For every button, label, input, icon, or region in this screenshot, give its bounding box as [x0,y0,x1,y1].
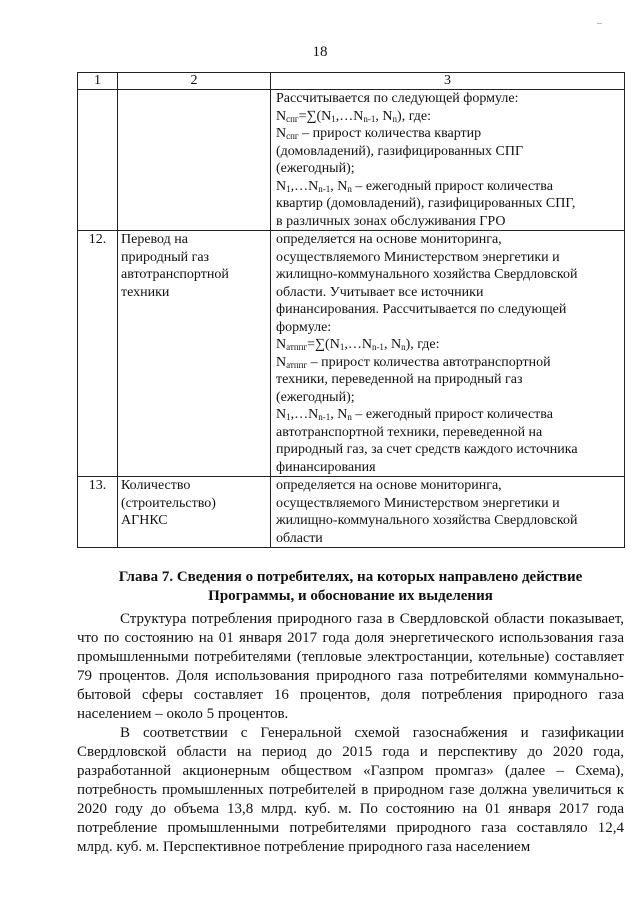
row-name-line: АГНКС [121,513,168,528]
description-line: области [276,530,323,546]
description-line: области. Учитывает все источники [276,284,484,300]
formula-line: $N_{спг}=\sum(N_1,\dots N_{n-1}$, $N_n$), где: [276,108,431,124]
header-cell-3: 3 [271,73,625,90]
description-line: Рассчитывается по следующей формуле: [276,91,519,106]
row-description-cell [271,231,625,477]
description-line: $N_{спг}$ – прирост количества квартир [276,126,482,141]
description-line: определяется на основе мониторинга, [276,478,502,493]
description-line: жилищно-коммунального хозяйства Свердловской [276,513,578,528]
row-name-cell [118,90,271,231]
description-line: финансирования. Рассчитывается по следующей [276,302,567,317]
row-name-cell [118,231,271,477]
description-line: (ежегодный); [276,161,355,176]
row-number-cell [78,90,118,231]
paragraph: Структура потребления природного газа в Свердловской области показывает, что по состоянию на 01 января 2017 года доля энергетического использования газа промышленными потребителями (тепловые электростанции, котельные) составляет 79 процентов. Доля использования природного газа потребителями коммунально-бытовой сферы составляет 16 процентов, доля потребления природного газа населением – около 5 процентов. [77,611,624,722]
row-description-cell [271,90,625,231]
body-text [77,610,624,857]
header-cell-2: 2 [118,73,271,90]
row-name-line: природный газ [121,249,210,265]
formula-line: $N_{атппг}=\sum(N_1,\dots N_{n-1}$, $N_n$), где: [276,337,440,352]
description-line: определяется на основе мониторинга, [276,232,502,247]
description-line: жилищно-коммунального хозяйства Свердловской [276,267,578,282]
row-name-line: техники [121,284,170,300]
description-line: природный газ, за счет средств каждого источника [276,442,578,457]
indicators-table [77,72,625,548]
description-line: $N_1,\dots N_{n-1}$, $N_n$ – ежегодный прирост количества [276,178,553,194]
table-row-12 [78,231,625,477]
chapter-title-line: Глава 7. Сведения о потребителях, на которых направлено действие [118,569,583,585]
page-number: 18 [312,44,328,60]
row-description-cell [271,477,625,548]
description-line: в различных зонах обслуживания ГРО [276,213,506,229]
row-number-cell: 12. [78,231,118,477]
paragraph: В соответствии с Генеральной схемой газоснабжения и газификации Свердловской области на период до 2015 года и перспективу до 2020 года, разработанной акционерным обществом «Газпром промгаз» (далее – Схема), потребность промышленных потребителей в природном газе должна увеличиться к 2020 году до объема 13,8 млрд. куб. м. По состоянию на 01 января 2017 года потребление промышленными потребителями природного газа составляло 12,4 млрд. куб. м. Перспективное потребление природного газа населением [77,725,624,855]
row-name-line: Перевод на [121,232,188,247]
table-header-row [78,73,625,90]
description-line: (ежегодный); [276,389,355,405]
description-line: $N_1,\dots N_{n-1}$, $N_n$ – ежегодный прирост количества [276,407,553,422]
chapter-title-line: Программы, и обоснование их выделения [208,588,493,604]
description-line: осуществляемого Министерством энергетики и [276,495,560,511]
row-number-cell: 13. [78,477,118,548]
description-line: $N_{атппг}$ – прирост количества автотранспортной [276,354,551,370]
description-line: финансирования [276,459,376,475]
header-cell-1: 1 [78,73,118,90]
row-name-line: автотранспортной [121,267,229,282]
description-line: формуле: [276,319,332,335]
description-line: осуществляемого Министерством энергетики и [276,249,560,265]
table-row-continued [78,90,625,231]
table-row-13 [78,477,625,548]
row-name-line: Количество [121,478,191,493]
row-name-cell [118,477,271,548]
top-mark: – [597,18,602,29]
description-line: автотранспортной техники, переведенной на [276,424,543,440]
description-line: квартир (домовладений), газифицированных СПГ, [276,196,576,211]
chapter-heading [77,568,624,606]
description-line: техники, переведенной на природный газ [276,372,523,387]
description-line: (домовладений), газифицированных СПГ [276,143,524,159]
row-name-line: (строительство) [121,495,216,511]
